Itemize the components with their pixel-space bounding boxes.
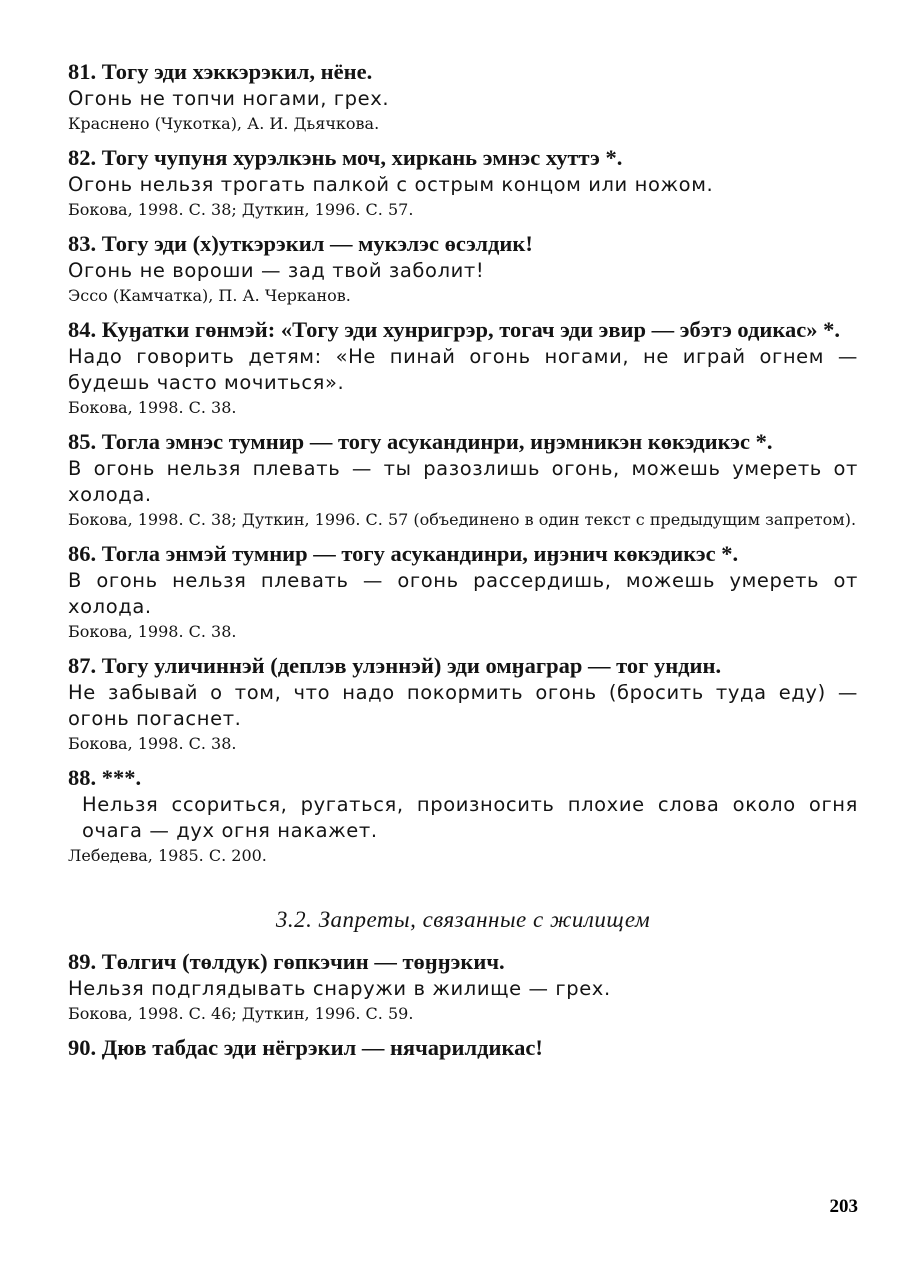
entry-heading: 90. Дюв табдас эди нёгрэкил — нячарилдикас!	[68, 1035, 543, 1060]
section-title: 3.2. Запреты, связанные с жилищем	[275, 907, 651, 932]
entry-81	[68, 58, 858, 136]
entry-source: Бокова, 1998. С. 38.	[68, 734, 237, 753]
entry-83	[68, 230, 858, 308]
entry-source: Бокова, 1998. С. 38.	[68, 622, 237, 641]
entry-source: Бокова, 1998. С. 46; Дуткин, 1996. С. 59.	[68, 1004, 414, 1023]
entry-translation: Огонь нельзя трогать палкой с острым концом или ножом.	[68, 173, 714, 196]
entry-88	[68, 764, 858, 868]
entry-source: Краснено (Чукотка), А. И. Дьячкова.	[68, 114, 380, 133]
entry-heading: 87. Тогу уличиннэй (деплэв улэннэй) эди омӈаграр — тог ундин.	[68, 653, 722, 678]
page-number: 203	[829, 1196, 858, 1217]
entry-heading: 85. Тогла эмнэс тумнир — тогу асукандинри, иӈэмникэн көкэдикэс *.	[68, 429, 773, 454]
entry-source: Эссо (Камчатка), П. А. Черканов.	[68, 286, 351, 305]
entry-heading: 89. Төлгич (төлдук) гөпкэчин — төӈӈэкич.	[68, 949, 505, 974]
entry-translation: В огонь нельзя плевать — ты разозлишь огонь, можешь умереть от холода.	[68, 457, 858, 506]
entry-86	[68, 540, 858, 644]
entry-translation: Надо говорить детям: «Не пинай огонь ногами, не играй огнем — будешь часто мочиться».	[68, 345, 858, 394]
entry-translation: Огонь не вороши — зад твой заболит!	[68, 259, 485, 282]
entry-90	[68, 1034, 858, 1062]
entry-translation: В огонь нельзя плевать — огонь рассердишь, можешь умереть от холода.	[68, 569, 858, 618]
entry-source: Бокова, 1998. С. 38.	[68, 398, 237, 417]
entry-heading: 84. Куӈатки гөнмэй: «Тогу эди хунригрэр, тогач эди эвир — эбэтэ одикас» *.	[68, 317, 840, 342]
entry-source: Лебедева, 1985. С. 200.	[68, 846, 267, 865]
entry-87	[68, 652, 858, 756]
entry-heading: 88. ***.	[68, 765, 142, 790]
entry-heading: 81. Тогу эди хэккэрэкил, нёне.	[68, 59, 373, 84]
entry-heading: 82. Тогу чупуня хурэлкэнь моч, хиркань эмнэс хуттэ *.	[68, 145, 623, 170]
entry-heading: 83. Тогу эди (х)уткэрэкил — мукэлэс өсэлдик!	[68, 231, 533, 256]
entry-84	[68, 316, 858, 420]
entry-translation: Огонь не топчи ногами, грех.	[68, 87, 390, 110]
entry-82	[68, 144, 858, 222]
document-page	[68, 58, 858, 1070]
entry-heading: 86. Тогла энмэй тумнир — тогу асукандинри, иӈэнич көкэдикэс *.	[68, 541, 739, 566]
entry-translation: Не забывай о том, что надо покормить огонь (бросить туда еду) — огонь погаснет.	[68, 681, 858, 730]
entry-85	[68, 428, 858, 532]
entry-translation: Нельзя подглядывать снаружи в жилище — грех.	[68, 977, 611, 1000]
entry-source: Бокова, 1998. С. 38; Дуткин, 1996. С. 57.	[68, 200, 414, 219]
entry-translation: Нельзя ссориться, ругаться, произносить плохие слова около огня очага — дух огня накажет.	[82, 793, 858, 842]
entry-source: Бокова, 1998. С. 38; Дуткин, 1996. С. 57 (объединено в один текст с предыдущим запретом).	[68, 510, 857, 529]
entry-89	[68, 948, 858, 1026]
